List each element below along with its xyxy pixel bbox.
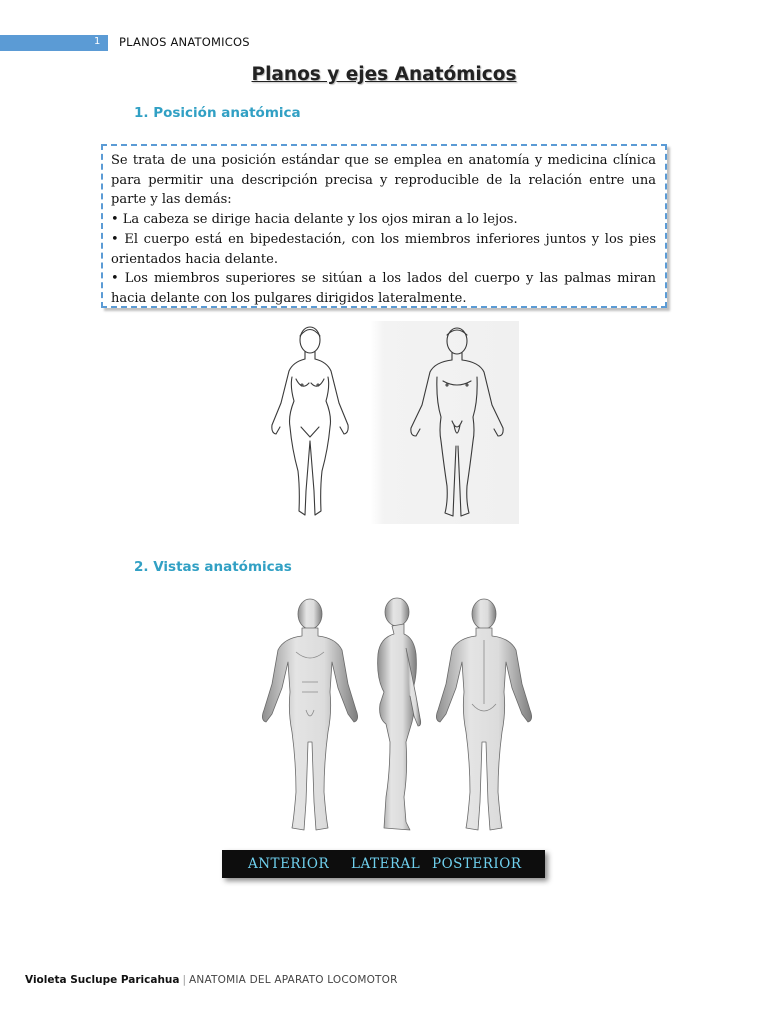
running-header-title: PLANOS ANATOMICOS (119, 35, 250, 49)
page-footer (25, 974, 398, 986)
section-heading-posicion: 1. Posición anatómica (134, 105, 301, 121)
lateral-view-figure (378, 598, 421, 830)
posterior-view-figure (436, 599, 531, 830)
anatomical-position-figure (249, 321, 519, 524)
section-heading-vistas: 2. Vistas anatómicas (134, 559, 292, 575)
label-posterior: POSTERIOR (432, 856, 522, 872)
male-figure (411, 328, 503, 516)
anterior-view-figure (262, 599, 357, 830)
footer-author: Violeta Suclupe Paricahua (25, 974, 180, 986)
page-number: 1 (94, 36, 101, 47)
anatomical-views-illustration (250, 592, 542, 840)
definition-intro: Se trata de una posición estándar que se emplea en anatomía y medicina clínica para permitir una descripción precisa y reproducible de la relación entre una parte y las demás: (111, 153, 656, 208)
anatomical-position-illustration (249, 321, 519, 524)
footer-course: ANATOMIA DEL APARATO LOCOMOTOR (189, 974, 398, 986)
document-title: Planos y ejes Anatómicos (251, 64, 517, 85)
label-anterior: ANTERIOR (248, 856, 330, 872)
definition-box (101, 144, 667, 308)
header-accent-bar (0, 35, 108, 51)
views-caption-bar (222, 850, 545, 878)
bullet-item: • Los miembros superiores se sitúan a los lados del cuerpo y las palmas miran hacia delante con los pulgares dirigidos lateralmente. (111, 271, 656, 306)
label-lateral: LATERAL (351, 856, 421, 872)
bullet-item: • La cabeza se dirige hacia delante y los ojos miran a lo lejos. (111, 212, 518, 228)
female-figure (272, 327, 348, 515)
anatomical-views-figure (250, 592, 542, 840)
bullet-item: • El cuerpo está en bipedestación, con los miembros inferiores juntos y los pies orientados hacia delante. (111, 231, 656, 267)
footer-separator: | (182, 974, 187, 986)
